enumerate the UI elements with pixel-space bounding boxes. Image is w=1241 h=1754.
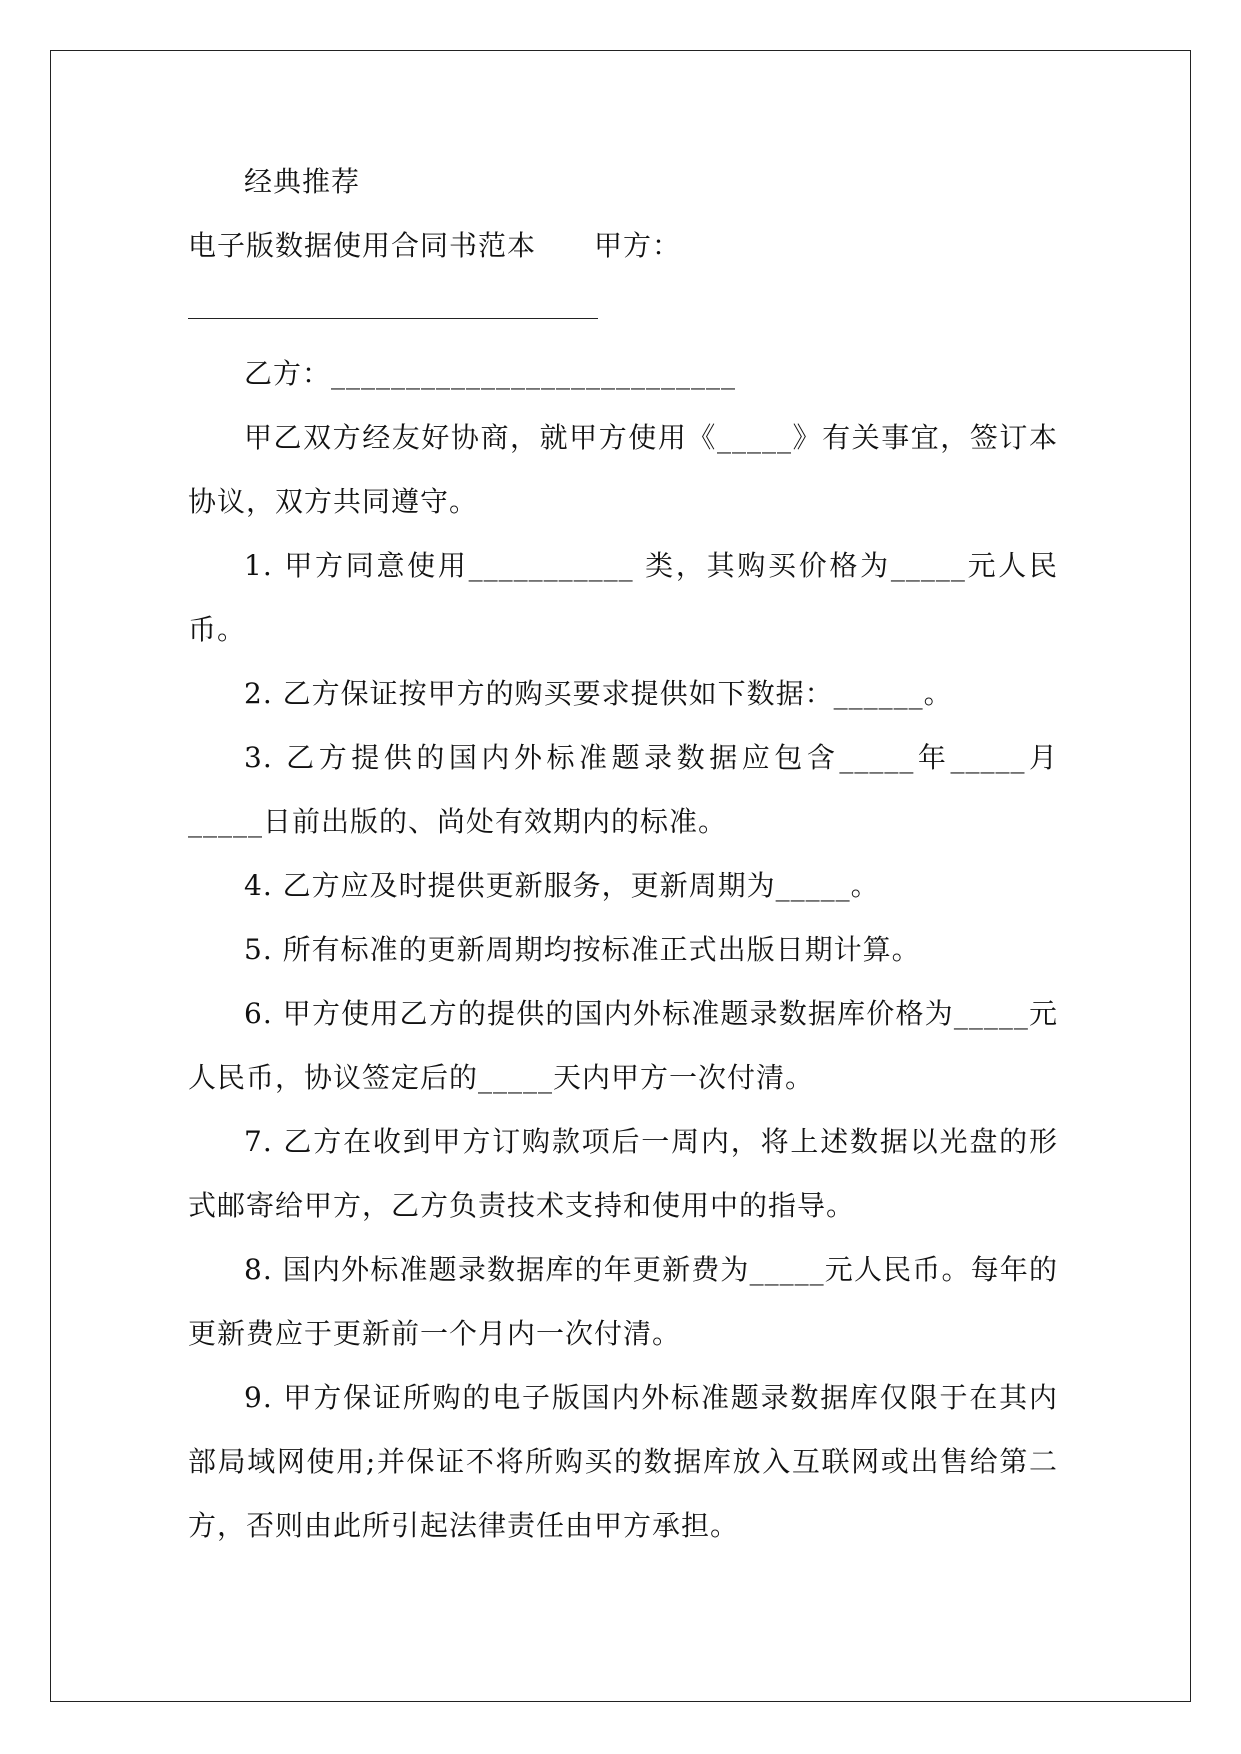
document-header: 经典推荐 [244, 165, 361, 198]
clause-2: 2. 乙方保证按甲方的购买要求提供如下数据：______。 [244, 677, 953, 710]
party-a-underline [188, 318, 598, 319]
contract-title-line: 电子版数据使用合同书范本 甲方： [188, 229, 682, 262]
document-body [188, 150, 1058, 1558]
clause-5: 5. 所有标准的更新周期均按标准正式出版日期计算。 [244, 933, 921, 966]
clause-7: 7. 乙方在收到甲方订购款项后一周内，将上述数据以光盘的形式邮寄给甲方，乙方负责技术支持和使用中的指导。 [188, 1125, 1058, 1222]
clause-3: 3. 乙方提供的国内外标准题录数据应包含_____年_____月_____日前出版的、尚处有效期内的标准。 [188, 741, 1058, 838]
party-b-line: 乙方：___________________________ [244, 357, 737, 390]
clause-1: 1. 甲方同意使用___________ 类，其购买价格为_____元人民币。 [188, 549, 1058, 646]
clause-8: 8. 国内外标准题录数据库的年更新费为_____元人民币。每年的更新费应于更新前一个月内一次付清。 [188, 1253, 1058, 1350]
paragraph-intro: 甲乙双方经友好协商，就甲方使用《_____》有关事宜，签订本协议，双方共同遵守。 [188, 421, 1058, 518]
party-a-blank [188, 278, 1058, 342]
clause-9: 9. 甲方保证所购的电子版国内外标准题录数据库仅限于在其内部局域网使用;并保证不将所购买的数据库放入互联网或出售给第二方，否则由此所引起法律责任由甲方承担。 [188, 1381, 1058, 1542]
clause-4: 4. 乙方应及时提供更新服务，更新周期为_____。 [244, 869, 880, 902]
clause-6: 6. 甲方使用乙方的提供的国内外标准题录数据库价格为_____元人民币，协议签定后的_____天内甲方一次付清。 [188, 997, 1058, 1094]
